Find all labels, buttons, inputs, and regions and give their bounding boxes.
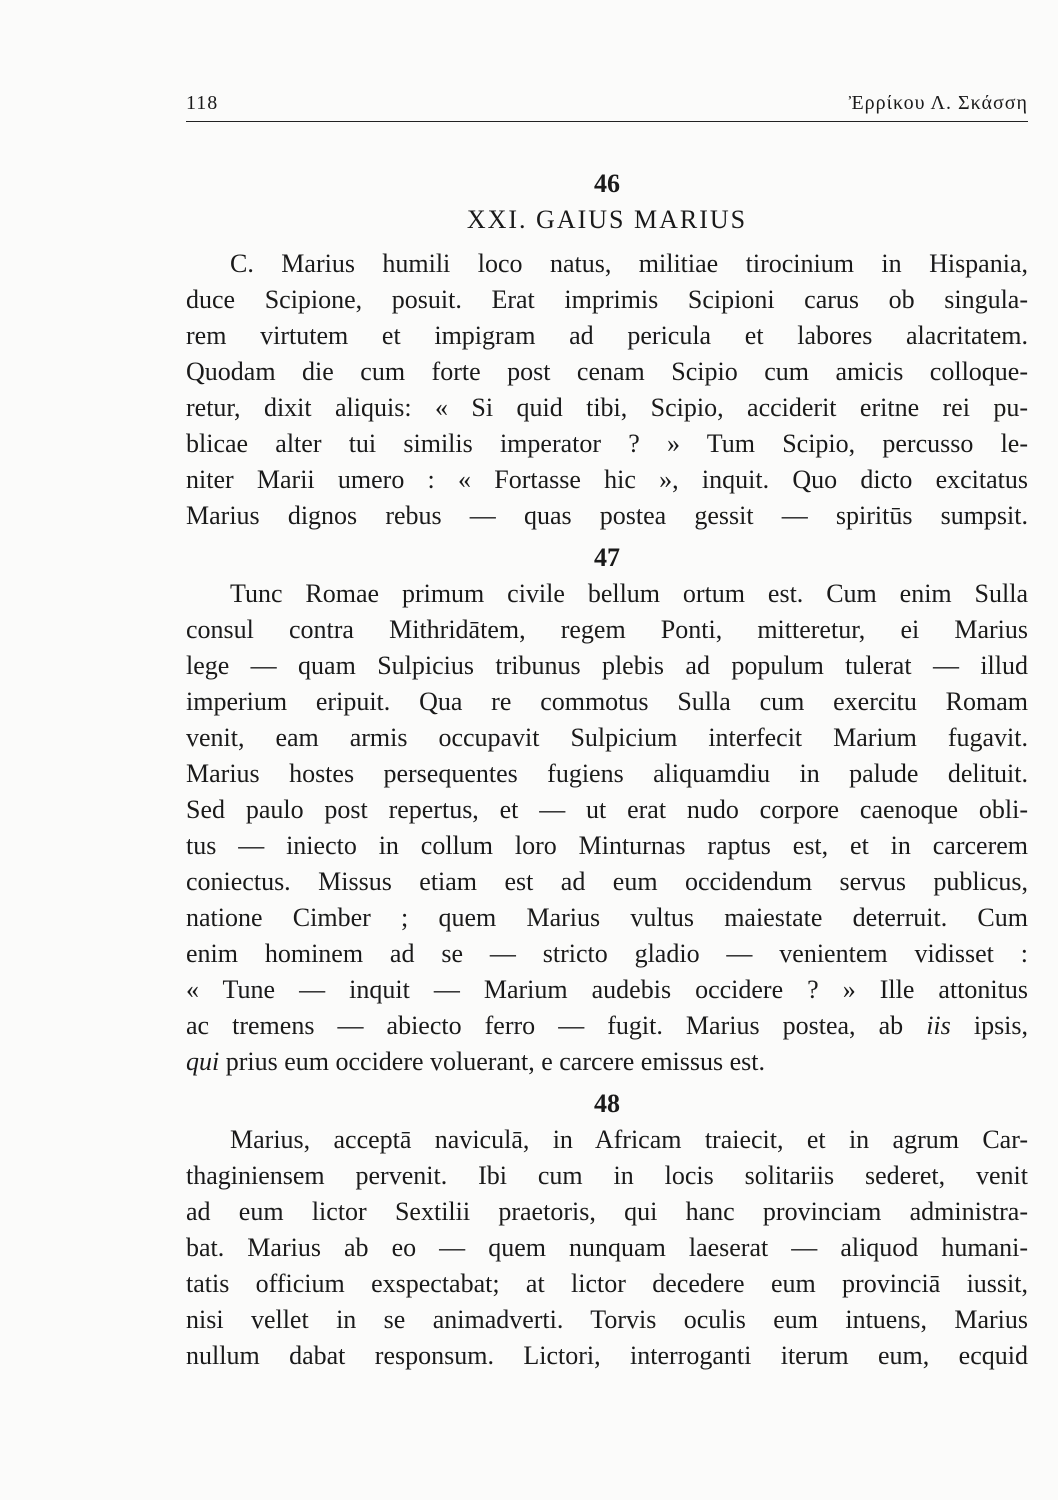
text-line: tus — iniecto in collum loro Minturnas raptus est, et in carcerem [186, 831, 1028, 860]
text-line: consul contra Mithridātem, regem Ponti, mitteretur, ei Marius [186, 615, 1028, 644]
text-segment: ac tremens — abiecto ferro — fugit. Marius postea, ab [186, 1011, 904, 1040]
text-line: « Tune — inquit — Marium audebis occidere ? » Ille attonitus [186, 975, 1028, 1004]
section-number-46: 46 [594, 169, 620, 198]
section-number-48: 48 [594, 1089, 620, 1118]
text-line: lege — quam Sulpicius tribunus plebis ad populum tulerat — illud [186, 651, 1028, 680]
text-line: enim hominem ad se — stricto gladio — venientem vidisset : [186, 939, 1028, 968]
italic-word: qui [186, 1047, 220, 1076]
running-header [186, 92, 1028, 122]
text-line: Marius dignos rebus — quas postea gessit — spiritūs sumpsit. [186, 501, 1028, 530]
text-segment: prius eum occidere voluerant, e carcere emissus est. [225, 1047, 766, 1076]
text-line: bat. Marius ab eo — quem nunquam laeserat — aliquod humani- [186, 1233, 1028, 1262]
text-line: nisi vellet in se animadverti. Torvis oculis eum intuens, Marius [186, 1305, 1028, 1334]
italic-word: iis [926, 1011, 951, 1040]
paragraph-46 [186, 246, 1028, 534]
text-line: ad eum lictor Sextilii praetoris, qui hanc provinciam administra- [186, 1197, 1028, 1226]
text-line: Quodam die cum forte post cenam Scipio cum amicis colloque- [186, 357, 1028, 386]
text-line: niter Marii umero : « Fortasse hic », inquit. Quo dicto excitatus [186, 465, 1028, 494]
page-number: 118 [186, 92, 219, 114]
text-line: Marius, acceptā naviculā, in Africam traiecit, et in agrum Car- [230, 1125, 1028, 1154]
header-rule [186, 121, 1028, 122]
text-line: tatis officium exspectabat; at lictor decedere eum provinciā iussit, [186, 1269, 1028, 1298]
text-line: retur, dixit aliquis: « Si quid tibi, Scipio, acciderit eritne rei pu- [186, 393, 1028, 422]
main-text [186, 166, 1028, 1380]
running-header-author: Ἐρρίκου Λ. Σκάσση [848, 92, 1028, 114]
text-line: nullum dabat responsum. Lictori, interroganti iterum eum, ecquid [186, 1341, 1028, 1370]
text-line: Marius hostes persequentes fugiens aliquamdiu in palude delituit. [186, 759, 1028, 788]
paragraph-48 [186, 1122, 1028, 1374]
text-line: C. Marius humili loco natus, militiae tirocinium in Hispania, [230, 249, 1028, 278]
text-line: Sed paulo post repertus, et — ut erat nudo corpore caenoque obli- [186, 795, 1028, 824]
text-line: Tunc Romae primum civile bellum ortum est. Cum enim Sulla [230, 579, 1028, 608]
text-line: venit, eam armis occupavit Sulpicium interfecit Marium fugavit. [186, 723, 1028, 752]
text-line: thaginiensem pervenit. Ibi cum in locis solitariis sederet, venit [186, 1161, 1028, 1190]
text-line: blicae alter tui similis imperator ? » Tum Scipio, percusso le- [186, 429, 1028, 458]
chapter-title: XXI. GAIUS MARIUS [466, 205, 748, 234]
text-line-mixed [186, 1044, 1028, 1080]
text-line: rem virtutem et impigram ad pericula et labores alacritatem. [186, 321, 1028, 350]
text-line-mixed [186, 1008, 1028, 1044]
text-line: natione Cimber ; quem Marius vultus maiestate deterruit. Cum [186, 903, 1028, 932]
text-line: imperium eripuit. Qua re commotus Sulla cum exercitu Romam [186, 687, 1028, 716]
paragraph-47 [186, 576, 1028, 1080]
text-line: coniectus. Missus etiam est ad eum occidendum servus publicus, [186, 867, 1028, 896]
text-line: duce Scipione, posuit. Erat imprimis Scipioni carus ob singula- [186, 285, 1028, 314]
section-number-47: 47 [594, 543, 620, 572]
text-segment: ipsis, [973, 1011, 1028, 1040]
